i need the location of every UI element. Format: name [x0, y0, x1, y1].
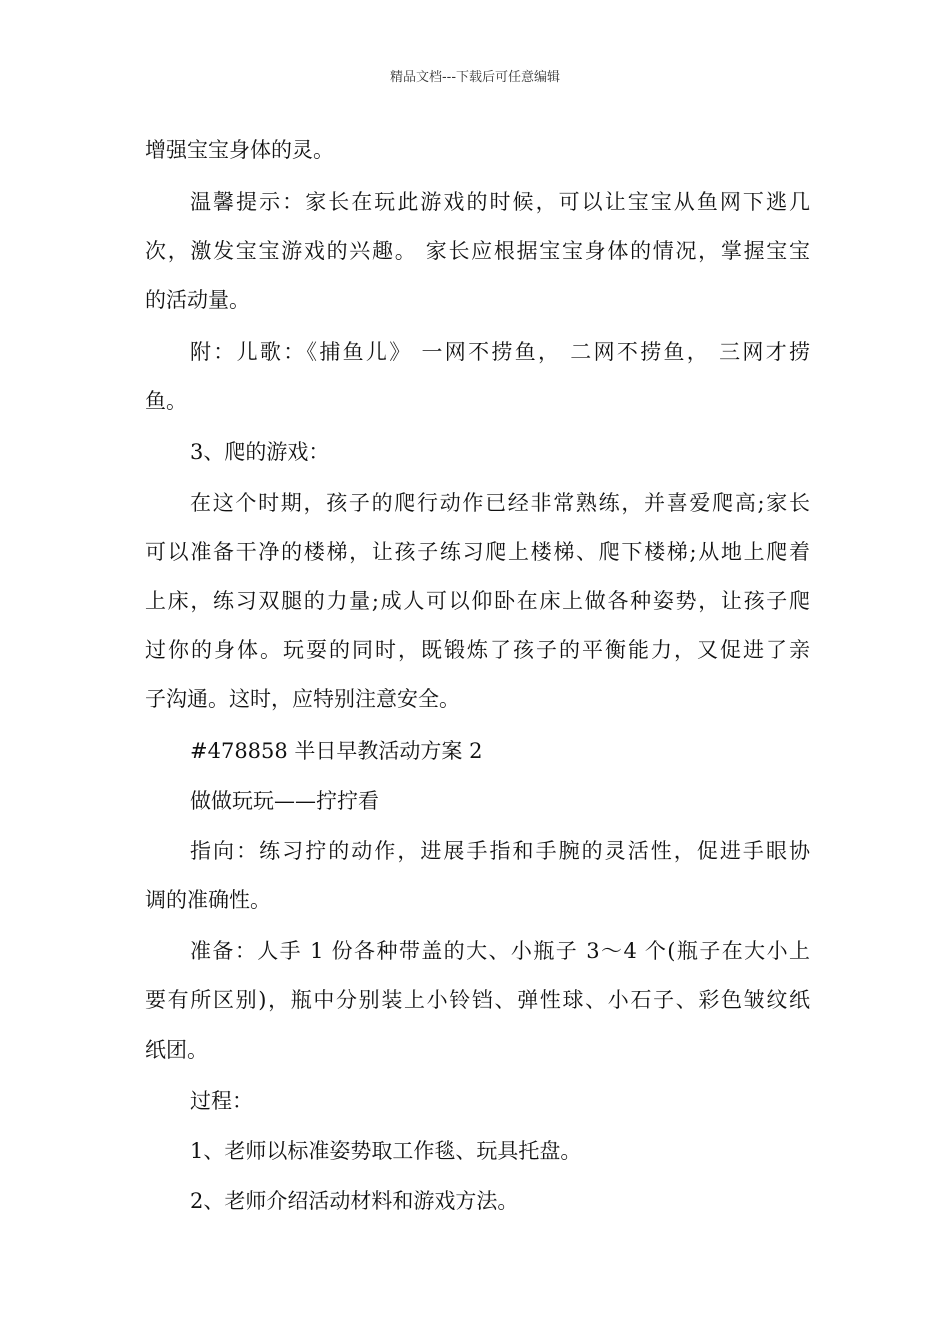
body-line-7: 3、爬的游戏：	[190, 440, 330, 464]
body-line-12: 子沟通。这时，应特别注意安全。	[145, 687, 460, 711]
body-line-3: 次，激发宝宝游戏的兴趣。 家长应根据宝宝身体的情况，掌握宝宝	[145, 239, 810, 263]
body-line-6: 鱼。	[145, 389, 187, 413]
body-line-5: 附：儿歌：《捕鱼儿》 一网不捞鱼， 二网不捞鱼， 三网才捞	[190, 340, 810, 364]
body-line-1: 增强宝宝身体的灵。	[145, 138, 334, 162]
page-header: 精品文档---下载后可任意编辑	[389, 70, 561, 85]
body-line-17: 准备：人手 1 份各种带盖的大、小瓶子 3～4 个(瓶子在大小上	[190, 939, 810, 963]
body-line-4: 的活动量。	[145, 288, 250, 312]
body-line-18: 要有所区别)，瓶中分别装上小铃铛、弹性球、小石子、彩色皱纹纸	[145, 988, 810, 1012]
body-line-8: 在这个时期，孩子的爬行动作已经非常熟练，并喜爱爬高;家长	[190, 491, 810, 515]
body-line-11: 过你的身体。玩耍的同时，既锻炼了孩子的平衡能力，又促进了亲	[145, 638, 810, 662]
body-line-21: 1、老师以标准姿势取工作毯、玩具托盘。	[190, 1139, 582, 1163]
body-line-13: #478858 半日早教活动方案 2	[190, 739, 483, 763]
body-line-16: 调的准确性。	[145, 888, 271, 912]
body-line-20: 过程：	[190, 1089, 253, 1113]
body-line-10: 上床，练习双腿的力量;成人可以仰卧在床上做各种姿势，让孩子爬	[145, 589, 810, 613]
body-line-14: 做做玩玩——拧拧看	[190, 789, 379, 813]
body-line-2: 温馨提示：家长在玩此游戏的时候，可以让宝宝从鱼网下逃几	[190, 190, 810, 214]
body-line-19: 纸团。	[145, 1038, 208, 1062]
body-line-22: 2、老师介绍活动材料和游戏方法。	[190, 1189, 519, 1213]
body-line-9: 可以准备干净的楼梯，让孩子练习爬上楼梯、爬下楼梯;从地上爬着	[145, 540, 810, 564]
body-line-15: 指向：练习拧的动作，进展手指和手腕的灵活性，促进手眼协	[190, 839, 810, 863]
